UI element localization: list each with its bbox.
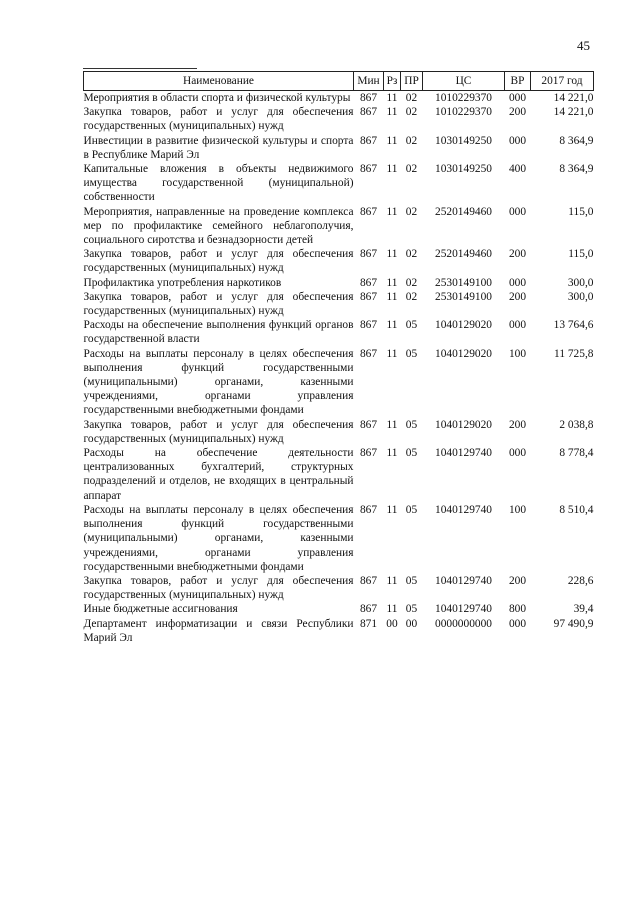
table-row xyxy=(84,276,594,290)
row-min: 867 xyxy=(359,248,378,261)
row-vr: 000 xyxy=(508,92,527,104)
row-rz: 11 xyxy=(386,503,398,516)
row-rz: 11 xyxy=(386,106,398,119)
row-min: 867 xyxy=(359,347,378,360)
table-row xyxy=(84,105,594,133)
row-sum: 300,0 xyxy=(567,290,594,303)
row-name: Иные бюджетные ассигнования xyxy=(83,603,238,616)
row-sum: 97 490,9 xyxy=(553,617,594,630)
row-vr: 100 xyxy=(508,347,527,360)
row-min: 867 xyxy=(359,163,378,176)
row-min: 867 xyxy=(359,603,378,616)
row-pr: 02 xyxy=(405,92,418,104)
row-vr: 000 xyxy=(508,617,527,630)
row-vr: 400 xyxy=(508,163,527,176)
row-cs: 2520149460 xyxy=(435,205,492,218)
table-body xyxy=(84,91,594,645)
table-row xyxy=(84,247,594,275)
row-name: Капитальные вложения в объекты недвижимого имущества государственной (муниципальной) собственности xyxy=(83,163,354,204)
header-vr: ВР xyxy=(505,72,531,91)
row-pr: 02 xyxy=(405,276,418,289)
table-row xyxy=(84,162,594,205)
row-sum: 8 778,4 xyxy=(559,447,594,460)
row-cs: 1040129740 xyxy=(435,447,492,460)
row-name: Мероприятия, направленные на проведение комплекса мер по профилактике семейного неблагополучия, социального сиротства и безнадзорности детей xyxy=(83,205,354,247)
table-row xyxy=(84,446,594,503)
row-rz: 11 xyxy=(386,92,398,104)
row-cs: 1040129740 xyxy=(435,603,492,616)
row-vr: 200 xyxy=(508,418,527,431)
row-min: 867 xyxy=(359,276,378,289)
row-min: 867 xyxy=(359,205,378,218)
row-name: Расходы на выплаты персоналу в целях обеспечения выполнения функций государственными (муниципальными) органами, казенными учреждениями, органами управления государственными внебюджетными фондами xyxy=(83,347,354,417)
row-min: 867 xyxy=(359,290,378,303)
row-pr: 05 xyxy=(405,347,418,360)
row-vr: 800 xyxy=(508,603,527,616)
header-cs: ЦС xyxy=(423,72,505,91)
row-pr: 05 xyxy=(405,319,418,332)
header-min: Мин xyxy=(354,72,384,91)
row-rz: 00 xyxy=(386,617,398,630)
budget-table xyxy=(83,71,594,645)
row-pr: 05 xyxy=(405,503,418,516)
row-vr: 200 xyxy=(508,106,527,119)
row-vr: 100 xyxy=(508,503,527,516)
row-rz: 11 xyxy=(386,418,398,431)
table-header-row xyxy=(84,72,594,91)
table-row xyxy=(84,134,594,162)
row-cs: 2530149100 xyxy=(435,290,492,303)
row-rz: 11 xyxy=(386,163,398,176)
row-sum: 8 364,9 xyxy=(559,163,594,176)
row-pr: 02 xyxy=(405,106,418,119)
row-pr: 02 xyxy=(405,248,418,261)
row-min: 867 xyxy=(359,418,378,431)
row-cs: 1030149250 xyxy=(435,163,492,176)
row-rz: 11 xyxy=(386,205,398,218)
row-min: 867 xyxy=(359,134,378,147)
row-name: Расходы на выплаты персоналу в целях обеспечения выполнения функций государственными (муниципальными) органами, казенными учреждениями, органами управления государственными внебюджетными фондами xyxy=(83,503,354,573)
row-rz: 11 xyxy=(386,248,398,261)
row-pr: 05 xyxy=(405,418,418,431)
row-cs: 0000000000 xyxy=(435,617,492,630)
row-vr: 200 xyxy=(508,574,527,587)
row-sum: 2 038,8 xyxy=(559,418,594,431)
row-min: 867 xyxy=(359,447,378,460)
row-sum: 8 510,4 xyxy=(559,503,594,516)
row-rz: 11 xyxy=(386,603,398,616)
page-number: 45 xyxy=(577,38,590,53)
header-year: 2017 год xyxy=(531,72,594,91)
row-sum: 8 364,9 xyxy=(559,134,594,147)
row-rz: 11 xyxy=(386,134,398,147)
row-cs: 2530149100 xyxy=(435,276,492,289)
row-name: Мероприятия в области спорта и физической культуры xyxy=(83,92,351,104)
row-name: Закупка товаров, работ и услуг для обеспечения государственных (муниципальных) нужд xyxy=(83,290,354,318)
row-sum: 228,6 xyxy=(567,574,594,587)
table-row xyxy=(84,91,594,106)
row-name: Расходы на обеспечение выполнения функций органов государственной власти xyxy=(83,319,354,346)
row-name: Закупка товаров, работ и услуг для обеспечения государственных (муниципальных) нужд xyxy=(83,418,354,445)
row-pr: 05 xyxy=(405,574,418,587)
row-cs: 1040129020 xyxy=(435,418,492,431)
row-sum: 115,0 xyxy=(568,205,594,218)
row-rz: 11 xyxy=(386,347,398,360)
row-min: 867 xyxy=(359,92,378,104)
row-name: Профилактика употребления наркотиков xyxy=(83,276,282,289)
row-rz: 11 xyxy=(386,276,398,289)
row-vr: 000 xyxy=(508,205,527,218)
row-rz: 11 xyxy=(386,574,398,587)
row-vr: 000 xyxy=(508,447,527,460)
row-name: Расходы на обеспечение деятельности централизованных бухгалтерий, структурных подразделений и отделов, не входящих в центральный аппарат xyxy=(83,447,354,502)
table-row xyxy=(84,318,594,346)
table-row xyxy=(84,503,594,574)
row-min: 867 xyxy=(359,574,378,587)
row-cs: 1010229370 xyxy=(435,92,492,104)
row-vr: 200 xyxy=(508,290,527,303)
row-min: 867 xyxy=(359,503,378,516)
row-name: Закупка товаров, работ и услуг для обеспечения государственных (муниципальных) нужд xyxy=(83,574,354,602)
top-rule xyxy=(83,68,197,69)
row-sum: 115,0 xyxy=(568,248,594,261)
row-cs: 1040129740 xyxy=(435,503,492,516)
row-cs: 1040129020 xyxy=(435,347,492,360)
row-name: Закупка товаров, работ и услуг для обеспечения государственных (муниципальных) нужд xyxy=(83,248,354,275)
row-cs: 2520149460 xyxy=(435,248,492,261)
table-row xyxy=(84,347,594,418)
row-sum: 39,4 xyxy=(573,603,594,616)
row-sum: 300,0 xyxy=(567,276,594,289)
row-rz: 11 xyxy=(386,319,398,332)
row-pr: 05 xyxy=(405,447,418,460)
row-sum: 14 221,0 xyxy=(553,92,594,104)
row-pr: 02 xyxy=(405,134,418,147)
row-cs: 1040129020 xyxy=(435,319,492,332)
row-vr: 200 xyxy=(508,248,527,261)
table-row xyxy=(84,418,594,446)
row-pr: 02 xyxy=(405,290,418,303)
row-vr: 000 xyxy=(508,134,527,147)
row-min: 867 xyxy=(359,319,378,332)
header-name: Наименование xyxy=(84,72,354,91)
table-row xyxy=(84,290,594,318)
row-name: Департамент информатизации и связи Республики Марий Эл xyxy=(83,617,354,644)
row-pr: 02 xyxy=(405,205,418,218)
row-min: 867 xyxy=(359,106,378,119)
row-cs: 1040129740 xyxy=(435,574,492,587)
row-rz: 11 xyxy=(386,447,398,460)
header-rz: Рз xyxy=(384,72,401,91)
header-pr: ПР xyxy=(401,72,423,91)
row-vr: 000 xyxy=(508,319,527,332)
row-rz: 11 xyxy=(386,290,398,303)
table-row xyxy=(84,574,594,602)
row-cs: 1030149250 xyxy=(435,134,492,147)
row-sum: 11 725,8 xyxy=(554,347,594,360)
row-cs: 1010229370 xyxy=(435,106,492,119)
row-name: Инвестиции в развитие физической культуры и спорта в Республике Марий Эл xyxy=(83,134,354,161)
table-row xyxy=(84,602,594,616)
row-pr: 02 xyxy=(405,163,418,176)
row-sum: 14 221,0 xyxy=(553,106,594,119)
row-pr: 00 xyxy=(405,617,418,630)
row-pr: 05 xyxy=(405,603,418,616)
row-min: 871 xyxy=(359,617,378,630)
row-name: Закупка товаров, работ и услуг для обеспечения государственных (муниципальных) нужд xyxy=(83,106,354,133)
row-sum: 13 764,6 xyxy=(553,319,594,332)
row-vr: 000 xyxy=(508,276,527,289)
table-row xyxy=(84,617,594,645)
table-row xyxy=(84,205,594,248)
